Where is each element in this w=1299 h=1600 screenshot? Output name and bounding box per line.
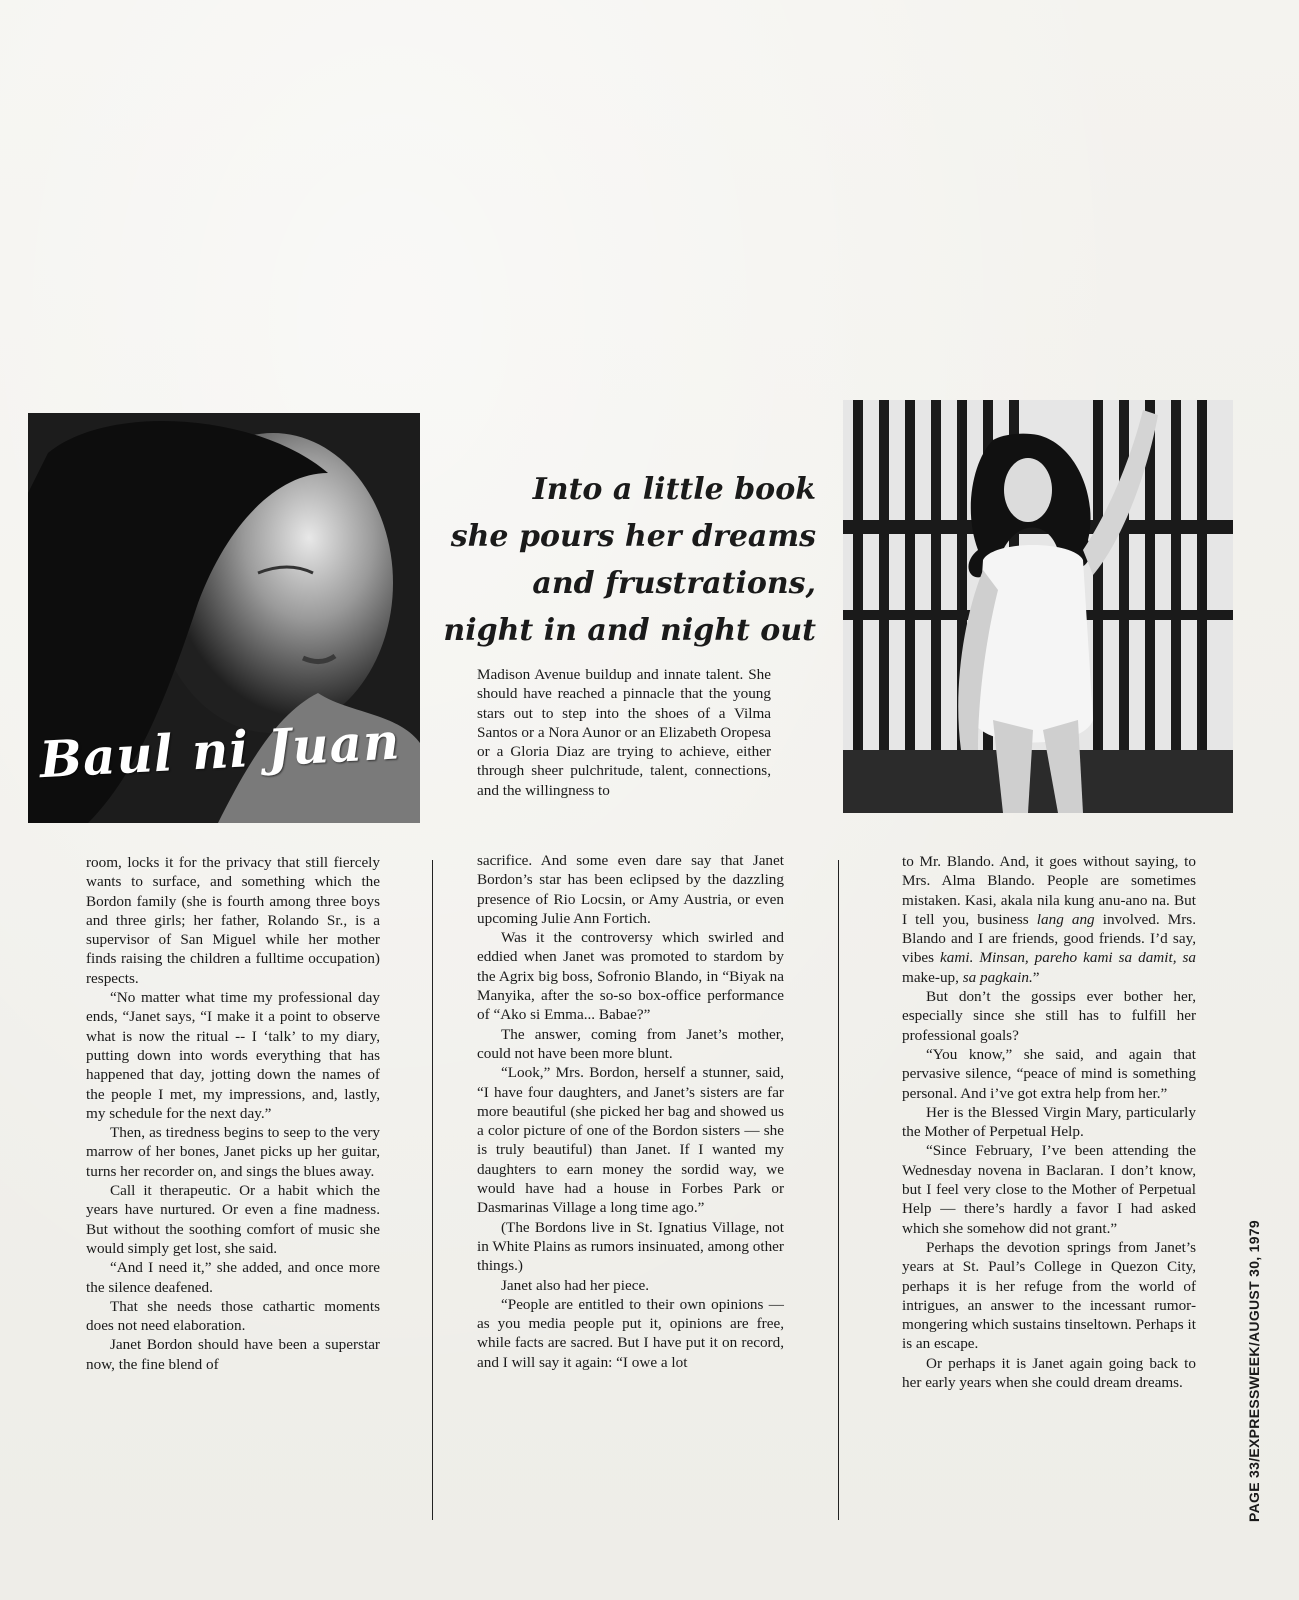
text-run: involved. Mrs. Blando and I are friends, good friends. I’d say, vibes — [902, 910, 1197, 967]
paragraph: Her is the Blessed Virgin Mary, particularly the Mother of Perpetual Help. — [902, 1103, 1196, 1141]
column-divider — [838, 860, 839, 1520]
italic-tagalog: kami. Minsan, pareho kami sa damit, — [940, 949, 1177, 967]
headline-line-4: night in and night out — [443, 613, 816, 648]
standing-pose-image — [843, 400, 1233, 813]
text-run: ” — [1032, 968, 1040, 986]
photo-signature-text: Baul ni Juan — [38, 711, 402, 790]
paragraph: “And I need it,” she added, and once more the silence deafened. — [86, 1259, 380, 1296]
paragraph: Or perhaps it is Janet again going back to her early years when she could dream dreams. — [902, 1354, 1196, 1392]
paragraph: Was it the controversy which swirled and eddied when Janet was promoted to stardom by the Agrix big boss, Sofronio Blando, in “Biyak na Manyika, after the so-so box-office performance of “Ako si Emma... Babae?” — [477, 929, 784, 1024]
headline-line-1: Into a little book — [532, 472, 816, 507]
paragraph: “No matter what time my professional day ends, “Janet says, “I make it a point to observe what is now the ritual -- I ‘talk’ to my diary, putting down into words everything that has happened that day, jotting down the names of the people I met, my impressions, and, lastly, my schedule for the next day.” — [86, 989, 380, 1122]
paragraph: Then, as tiredness begins to seep to the very marrow of her bones, Janet picks up her guitar, turns her recorder on, and sings the blues away. — [86, 1124, 380, 1180]
headline-line-3: and frustrations, — [532, 566, 816, 601]
page-folio: PAGE 33/EXPRESSWEEK/AUGUST 30, 1979 — [1246, 1219, 1262, 1522]
column-3 — [902, 852, 1196, 1392]
paragraph: Call it therapeutic. Or a habit which the years have nurtured. Or even a fine madness. But without the soothing comfort of music she would simply get lost, she said. — [86, 1182, 380, 1257]
headline-line-2: she pours her dreams — [450, 519, 816, 554]
text-run: to Mr. Blando. And, it goes without saying, to Mrs. Alma Blando. People are sometimes mistaken. Kasi, akala nila kung anu-ano na. But I tell you, business — [902, 853, 1196, 928]
paragraph: “You know,” she said, and again that pervasive silence, “peace of mind is something personal. And i’ve got extra help from her.” — [902, 1045, 1196, 1102]
paragraph: Janet Bordon should have been a superstar now, the fine blend of — [86, 1336, 380, 1373]
italic-tagalog: sa pagkain. — [962, 968, 1033, 986]
paragraph: Perhaps the devotion springs from Janet’s years at St. Paul’s College in Quezon City, perhaps it is her refuge from the world of intrigues, an answer to the incessant rumor-mongering which sustains tinseltown. Perhaps it is an escape. — [902, 1238, 1196, 1353]
paragraph: “Since February, I’ve been attending the Wednesday novena in Baclaran. I don’t know, but I feel very close to the Mother of Perpetual Help — there’s hardly a favor I had asked which she somehow did not grant.” — [902, 1142, 1196, 1237]
paragraph: “Look,” Mrs. Bordon, herself a stunner, said, “I have four daughters, and Janet’s sisters are far more beautiful (she picked her bag and showed us a color picture of one of the Bordon sisters — she is truly beautiful) than Janet. If I wanted my daughters to earn money the sordid way, we would have had a house in Forbes Park or Dasmarinas Village a long time ago.” — [477, 1064, 784, 1217]
paragraph: Madison Avenue buildup and innate talent. She should have reached a pinnacle that the young stars out to step into the shoes of a Vilma Santos or a Nora Aunor or an Elizabeth Oropesa or a Gloria Diaz are trying to achieve, either through sheer pulchritude, talent, connections, and the willingness to — [477, 666, 771, 799]
paragraph: (The Bordons live in St. Ignatius Village, not in White Plains as rumors insinuated, among other things.) — [477, 1218, 784, 1275]
paragraph — [902, 852, 1196, 987]
italic-tagalog: sa — [1182, 949, 1197, 967]
photo-standing-pose — [843, 400, 1233, 813]
column-2 — [477, 851, 784, 1372]
column-divider — [432, 860, 433, 1520]
paragraph: sacrifice. And some even dare say that Janet Bordon’s star has been eclipsed by the dazzling presence of Rio Locsin, or Amy Austria, or even upcoming Julie Ann Fortich. — [477, 852, 784, 927]
paragraph: The answer, coming from Janet’s mother, could not have been more blunt. — [477, 1025, 784, 1062]
text-run: make-up, — [902, 968, 959, 986]
paragraph: room, locks it for the privacy that still fiercely wants to surface, and something which the Bordon family (she is fourth among three boys and three girls; her father, Rolando Sr., is a supervisor of San Miguel while her mother finds raising the children a fulltime occupation) respects. — [86, 854, 380, 987]
headline — [436, 466, 816, 654]
paragraph: “People are entitled to their own opinions — as you media people put it, opinions are free, while facts are sacred. But I have put it on record, and I will say it again: “I owe a lot — [477, 1295, 784, 1371]
column-1 — [86, 853, 380, 1374]
column-2-top — [477, 665, 771, 800]
paragraph: Janet also had her piece. — [501, 1276, 650, 1294]
paragraph: That she needs those cathartic moments does not need elaboration. — [86, 1297, 380, 1335]
paragraph: But don’t the gossips ever bother her, especially since she still has to fulfill her professional goals? — [902, 988, 1196, 1044]
italic-tagalog: lang ang — [1036, 910, 1095, 928]
